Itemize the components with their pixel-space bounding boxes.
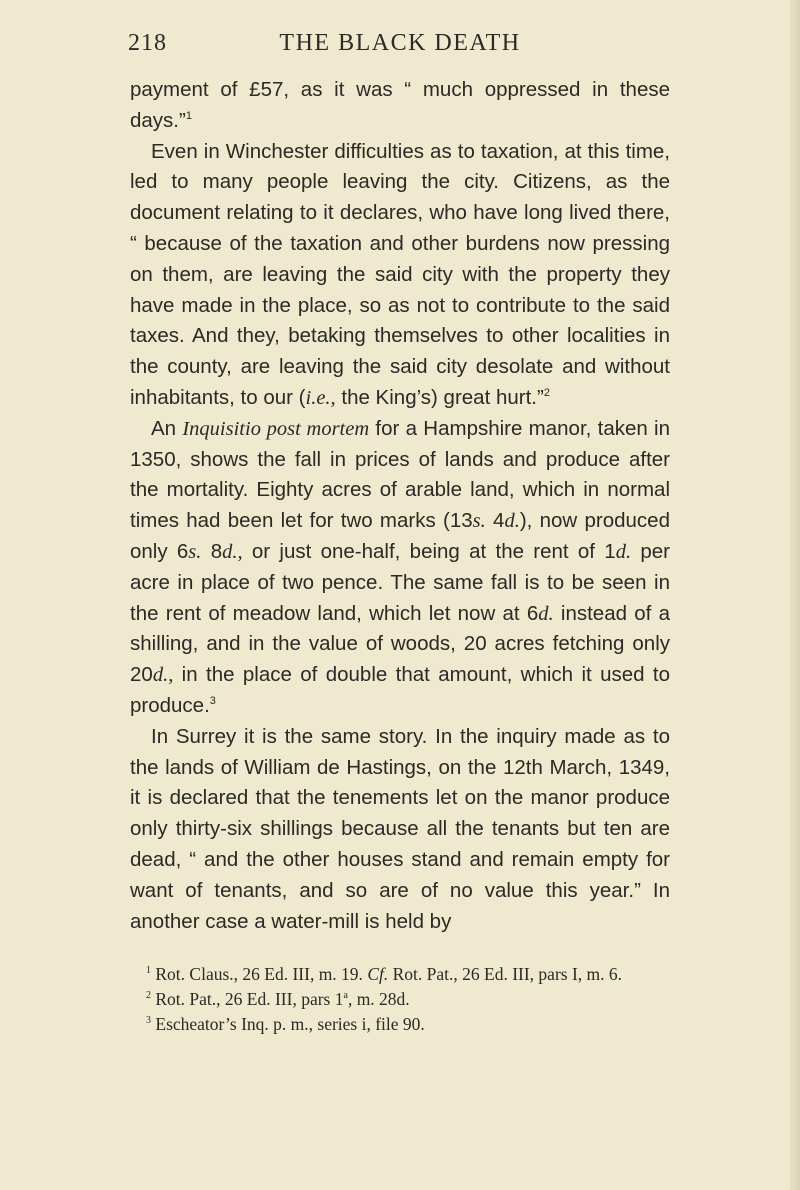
page-number: 218 xyxy=(128,30,167,56)
footnote-1: $^1$ Rot. Claus., 26 Ed. III, m. 19. Cf. Rot. Pat., 26 Ed. III, pars I, m. 6. xyxy=(146,964,623,984)
running-head: THE BLACK DEATH xyxy=(279,30,521,56)
footnote-ref-3: 3 xyxy=(209,695,216,708)
footnote-ref-2: 2 xyxy=(543,387,550,400)
footnote-ref-1: 1 xyxy=(185,109,192,122)
footnotes xyxy=(130,962,670,1037)
paragraph-1: payment of £57, as it was “ much oppressed in these days.”$^1$ xyxy=(130,78,670,132)
body-text xyxy=(130,75,670,937)
paragraph-2: Even in Winchester difficulties as to taxation, at this time, led to many people leaving the city. Citizens, as the document relating to it declares, who have long lived there, “ because of the taxation and other burdens now pressing on them, are leaving the said city with the property they have made in the place, so as not to contribute to the said taxes. And they, betaking themselves to other localities in the county, are leaving the said city desolate and without inhabitants, to our (i.e., the King’s) great hurt.”$^2$ xyxy=(130,139,670,409)
page-edge xyxy=(790,0,800,1190)
paragraph-4: In Surrey it is the same story. In the inquiry made as to the lands of William de Hastings, on the 12th March, 1349, it is declared that the tenements let on the manor produce only thirty-six shillings because all the tenants but ten are dead, “ and the other houses stand and remain empty for want of tenants, and so are of no value this year.” In another case a water-mill is held by xyxy=(130,724,670,933)
footnote-2: $^2$ Rot. Pat., 26 Ed. III, pars 1$^a$, m. 28d. xyxy=(146,989,410,1009)
paragraph-3: An Inquisitio post mortem for a Hampshire manor, taken in 1350, shows the fall in prices of lands and produce after the mortality. Eighty acres of arable land, which in normal times had been let for two marks (13s. 4d.), now produced only 6s. 8d., or just one-half, being at the rent of 1d. per acre in place of two pence. The same fall is to be seen in the rent of meadow land, which let now at 6d. instead of a shilling, and in the value of woods, 20 acres fetching only 20d., in the place of double that amount, which it used to produce.$^3$ xyxy=(130,416,670,717)
footnote-3: $^3$ Escheator’s Inq. p. m., series i, file 90. xyxy=(146,1014,425,1034)
inquisitio-title: Inquisitio post mortem xyxy=(182,417,370,440)
page-header xyxy=(128,24,672,64)
